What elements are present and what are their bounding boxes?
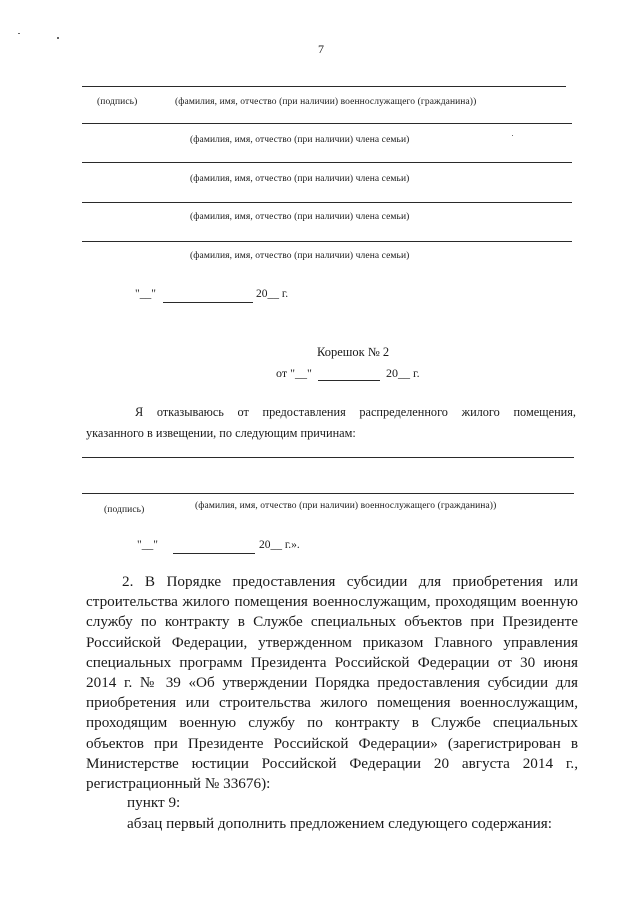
page-number: 7 [318,42,324,56]
date-month-line [173,553,255,554]
family-member-caption: (фамилия, имя, отчество (при наличии) члена семьи) [190,174,410,184]
date-day: "__" [137,539,158,551]
family-member-caption: (фамилия, имя, отчество (при наличии) члена семьи) [190,212,410,222]
reason-line [82,457,574,458]
family-member-line [82,202,572,203]
stub-date-from: от "__" [276,366,312,380]
amendment-line: регистрационный № 33676): [86,775,271,793]
amendment-item: пункт 9: [127,794,181,811]
amendment-line: приобретения или строительства жилого помещения военнослужащим, [86,694,578,712]
scan-speck [57,37,59,39]
signature-line [82,86,566,87]
stub-date-month-line [318,380,380,381]
stub-title: Корешок № 2 [317,345,390,359]
date-month-line [163,302,253,303]
amendment-line: специальных программ Президента Российской Федерации от 30 июня [86,653,578,671]
family-member-line [82,162,572,163]
signature-caption: (подпись) [97,97,138,107]
date-year: 20__ г.». [259,539,300,551]
scan-speck [18,33,20,34]
date-day: "__" [135,288,156,300]
amendment-line: объектов при Президенте Российской Федерации» (зарегистрирован в [86,734,578,752]
refusal-line: Я отказываюсь от предоставления распределенного жилого помещения, [135,405,576,419]
fio-military-caption: (фамилия, имя, отчество (при наличии) военнослужащего (гражданина)) [195,501,497,511]
signature-caption: (подпись) [104,505,145,515]
amendment-line: 2014 г. № 39 «Об утверждении Порядка предоставления субсидии для [86,674,578,692]
stub-date-year: 20__ г. [386,366,420,380]
signature-line [82,493,574,494]
fio-military-caption: (фамилия, имя, отчество (при наличии) военнослужащего (гражданина)) [175,97,477,107]
amendment-line: проходящим военную службу по контракту в Службе специальных [86,714,578,732]
family-member-line [82,241,572,242]
amendment-paragraph [86,572,578,794]
amendment-line: Российской Федерации, утвержденном приказом Главного управления [86,633,578,651]
amendment-line: строительства жилого помещения военнослужащим, проходящим военную [86,593,578,611]
family-member-caption: (фамилия, имя, отчество (при наличии) члена семьи) [190,135,410,145]
family-member-line [82,123,572,124]
family-member-caption: (фамилия, имя, отчество (при наличии) члена семьи) [190,251,410,261]
date-year: 20__ г. [256,288,289,300]
amendment-line: службу по контракту в Службе специальных объектов при Президенте [86,613,578,631]
scan-speck [512,135,513,136]
refusal-line: указанного в извещении, по следующим причинам: [86,426,356,440]
amendment-line: Министерстве юстиции Российской Федерации 20 августа 2014 г., [86,754,578,772]
amendment-line: 2. В Порядке предоставления субсидии для приобретения или [122,573,578,590]
amendment-instruction: абзац первый дополнить предложением следующего содержания: [127,815,553,832]
refusal-text [86,402,576,444]
